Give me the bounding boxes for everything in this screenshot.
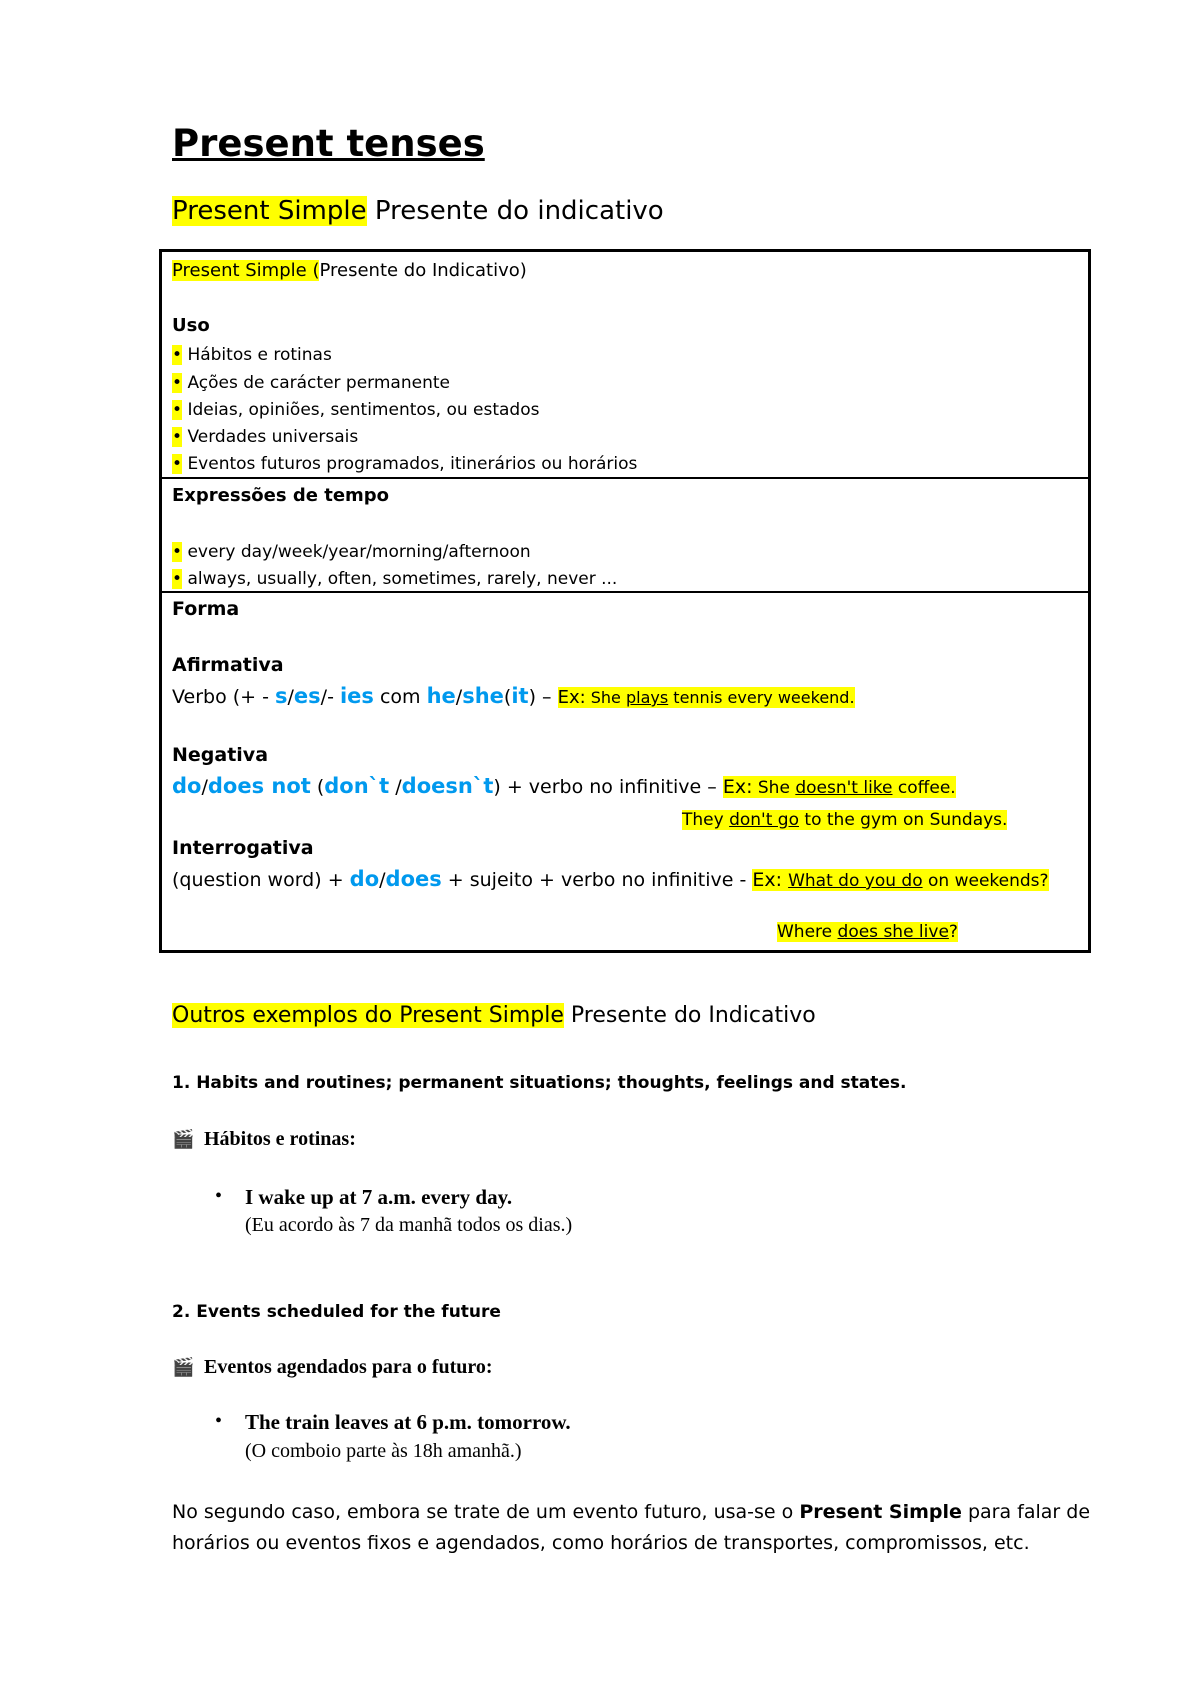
- text-part: on weekends?: [922, 871, 1049, 891]
- suffix-es: es: [293, 684, 321, 708]
- text-part: Verbo (+ -: [172, 686, 276, 708]
- text-part: com: [373, 686, 427, 708]
- aux-does-not: does not: [207, 774, 311, 798]
- afirmativa-example: [558, 687, 855, 708]
- text-part: Where: [777, 922, 838, 942]
- uso-heading-highlight: Present Simple (: [172, 260, 320, 281]
- uso-item: [172, 454, 637, 474]
- interrogativa-rule: [172, 867, 1049, 891]
- page-title: Present tenses: [172, 122, 485, 165]
- uso-item: [172, 373, 450, 393]
- subtitle-rest: Presente do indicativo: [366, 196, 664, 226]
- outros-highlight: Outros exemplos do Present Simple: [172, 1003, 564, 1028]
- bullet-icon: •: [172, 542, 183, 562]
- suffix-s: s: [275, 684, 288, 708]
- bullet-icon: •: [172, 345, 183, 365]
- text-part: /: [455, 686, 463, 708]
- expressoes-item-text: every day/week/year/morning/afternoon: [187, 542, 531, 562]
- bullet-icon: •: [215, 1185, 223, 1207]
- section2-translation: (O comboio parte às 18h amanhã.): [245, 1440, 522, 1462]
- afirmativa-rule: [172, 684, 855, 708]
- aux-do: do: [349, 867, 380, 891]
- note-line-2: horários ou eventos fixos e agendados, como horários de transportes, compromissos, etc.: [172, 1532, 1030, 1554]
- text-part: to the gym on Sundays.: [799, 810, 1008, 830]
- afirmativa-label: Afirmativa: [172, 654, 284, 676]
- uso-item-text: Ações de carácter permanente: [187, 373, 450, 393]
- uso-item: [172, 400, 539, 420]
- uso-heading: [172, 260, 527, 281]
- pronoun-he: he: [426, 684, 456, 708]
- uso-heading-rest: Presente do Indicativo): [319, 260, 527, 281]
- forma-label: Forma: [172, 598, 240, 620]
- text-part: What do you do: [788, 871, 923, 891]
- text-part: + sujeito + verbo no infinitive -: [441, 869, 753, 891]
- interrogativa-example-2: [777, 922, 958, 942]
- pronoun-it: it: [511, 684, 529, 708]
- text-part: /: [389, 776, 402, 798]
- outros-rest: Presente do Indicativo: [563, 1003, 816, 1028]
- text-part: ?: [948, 922, 958, 942]
- text-part: plays: [625, 688, 669, 707]
- text-part: No segundo caso, embora se trate de um evento futuro, usa-se o: [172, 1501, 800, 1523]
- aux-doesnt: doesn`t: [401, 774, 494, 798]
- text-part: They: [682, 810, 730, 830]
- text-part: /: [287, 686, 294, 708]
- uso-item-text: Eventos futuros programados, itinerários ou horários: [187, 454, 638, 474]
- table-divider: [162, 591, 1088, 593]
- section1-translation: (Eu acordo às 7 da manhã todos os dias.): [245, 1214, 573, 1236]
- text-part: /: [201, 776, 208, 798]
- bullet-icon: •: [172, 454, 183, 474]
- uso-item: [172, 345, 332, 365]
- text-part: doesn't like: [795, 778, 893, 798]
- text-part: /-: [320, 686, 340, 708]
- outros-heading: [172, 1003, 816, 1028]
- bullet-icon: •: [215, 1410, 223, 1432]
- bullet-icon: •: [172, 427, 183, 447]
- text-part: ) + verbo no infinitive –: [493, 776, 723, 798]
- section2-example: The train leaves at 6 p.m. tomorrow.: [245, 1410, 571, 1434]
- text-part: She: [585, 688, 626, 707]
- interrogativa-example: [752, 869, 1048, 891]
- expressoes-item: [172, 542, 531, 562]
- suffix-ies: ies: [339, 684, 374, 708]
- section1-subheading: [172, 1128, 356, 1151]
- text-part: para falar de: [961, 1501, 1091, 1523]
- text-part: She: [752, 778, 796, 798]
- aux-do: do: [172, 774, 202, 798]
- negativa-example: [723, 776, 956, 798]
- section2-heading: 2. Events scheduled for the future: [172, 1302, 501, 1322]
- aux-does: does: [385, 867, 442, 891]
- aux-dont: don`t: [324, 774, 390, 798]
- section2-bullet: [215, 1410, 222, 1433]
- ex-label: Ex:: [752, 869, 783, 891]
- expressoes-item: [172, 569, 617, 589]
- text-part: does she live: [837, 922, 949, 942]
- bullet-icon: •: [172, 569, 183, 589]
- negativa-example-2: [682, 810, 1007, 830]
- subtitle-highlight: Present Simple: [172, 196, 367, 226]
- text-part: tennis every weekend.: [668, 688, 855, 707]
- uso-item-text: Ideias, opiniões, sentimentos, ou estados: [187, 400, 540, 420]
- text-part: /: [379, 869, 386, 891]
- text-part: don't go: [729, 810, 799, 830]
- section1-bullet: [215, 1185, 222, 1208]
- section2-subheading: [172, 1356, 493, 1379]
- ex-label: Ex:: [557, 687, 586, 708]
- text-part: Eventos agendados para o futuro:: [204, 1356, 493, 1378]
- text-part: coffee.: [892, 778, 956, 798]
- bullet-icon: •: [172, 373, 183, 393]
- section-subtitle: [172, 196, 664, 226]
- pronoun-she: she: [462, 684, 504, 708]
- section1-example: I wake up at 7 a.m. every day.: [245, 1185, 513, 1209]
- interrogativa-label: Interrogativa: [172, 837, 314, 859]
- text-part: (: [503, 686, 512, 708]
- text-part: ) –: [528, 686, 558, 708]
- text-part: Hábitos e rotinas:: [204, 1128, 356, 1150]
- table-divider: [162, 477, 1088, 479]
- present-simple-table: [159, 249, 1091, 953]
- ex-label: Ex:: [722, 776, 753, 798]
- text-part: Present Simple: [799, 1501, 962, 1523]
- text-part: (question word) +: [172, 869, 350, 891]
- bullet-icon: •: [172, 400, 183, 420]
- negativa-rule: [172, 774, 956, 798]
- uso-item: [172, 427, 358, 447]
- expressoes-item-text: always, usually, often, sometimes, rarely, never ...: [187, 569, 618, 589]
- negativa-label: Negativa: [172, 744, 269, 766]
- uso-label: Uso: [172, 315, 210, 336]
- uso-item-text: Hábitos e rotinas: [187, 345, 332, 365]
- section1-heading: 1. Habits and routines; permanent situations; thoughts, feelings and states.: [172, 1073, 907, 1093]
- uso-item-text: Verdades universais: [187, 427, 359, 447]
- clapper-icon: 🎬: [172, 1357, 195, 1378]
- note-line-1: [172, 1501, 1090, 1523]
- clapper-icon: 🎬: [172, 1129, 195, 1150]
- expressoes-label: Expressões de tempo: [172, 485, 390, 506]
- text-part: (: [310, 776, 325, 798]
